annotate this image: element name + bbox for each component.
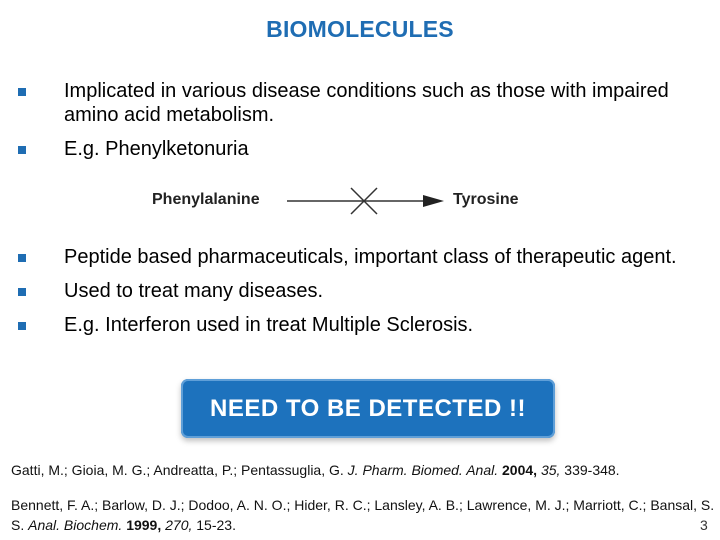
- callout-banner: NEED TO BE DETECTED !!: [181, 379, 555, 438]
- square-bullet-icon: [18, 146, 26, 154]
- slide-title: BIOMOLECULES: [266, 16, 454, 42]
- product-label: Tyrosine: [453, 191, 519, 208]
- ref-journal: J. Pharm. Biomed. Anal.: [347, 462, 499, 478]
- bullet-item: [18, 137, 698, 161]
- bullet-text: Peptide based pharmaceuticals, important class of therapeutic agent.: [64, 246, 677, 268]
- square-bullet-icon: [18, 288, 26, 296]
- ref-journal: Anal. Biochem.: [28, 517, 123, 533]
- bullet-item: [18, 313, 698, 337]
- ref-authors: Gatti, M.; Gioia, M. G.; Andreatta, P.; Pentassuglia, G.: [11, 462, 348, 478]
- square-bullet-icon: [18, 322, 26, 330]
- bullet-text: E.g. Phenylketonuria: [64, 138, 249, 160]
- reference-1: [11, 460, 716, 480]
- bullet-text: E.g. Interferon used in treat Multiple Sclerosis.: [64, 314, 474, 336]
- bullet-list-bottom: [18, 245, 698, 347]
- ref-pages: 339-348.: [560, 462, 620, 478]
- reference-2: [11, 495, 716, 535]
- bullet-list-top: [18, 79, 698, 171]
- blocked-arrow-icon: [0, 186, 720, 216]
- substrate-label: Phenylalanine: [152, 191, 260, 208]
- ref-volume: 35,: [540, 462, 561, 478]
- bullet-item: [18, 245, 698, 269]
- bullet-text: Implicated in various disease conditions such as those with impaired amino acid metabolism.: [64, 80, 669, 126]
- bullet-item: [18, 279, 698, 303]
- bullet-item: [18, 79, 698, 127]
- square-bullet-icon: [18, 88, 26, 96]
- ref-year: 2004,: [502, 462, 538, 478]
- reaction-diagram: [0, 186, 720, 216]
- bullet-text: Used to treat many diseases.: [64, 280, 324, 302]
- page-number: 3: [700, 517, 708, 533]
- ref-volume: 270,: [165, 517, 193, 533]
- ref-year: 1999,: [126, 517, 162, 533]
- ref-authors: Bennett, F. A.; Barlow, D. J.; Dodoo, A. N. O.; Hider, R. C.; Lansley, A. B.; Lawrence, M. J.; Marriott, C.; Bansal, S. S.: [11, 497, 715, 533]
- square-bullet-icon: [18, 254, 26, 262]
- ref-pages: 15-23.: [192, 517, 236, 533]
